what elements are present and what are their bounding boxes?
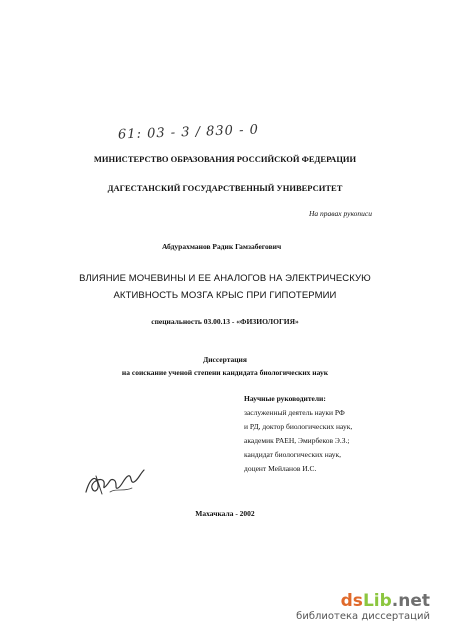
supervisor-line: кандидат биологических наук, — [244, 450, 341, 459]
university-heading: ДАГЕСТАНСКИЙ ГОСУДАРСТВЕННЫЙ УНИВЕРСИТЕТ — [107, 183, 343, 193]
supervisor-line: академик РАЕН, Эмирбеков Э.З.; — [244, 436, 350, 445]
dissertation-label: Диссертация — [203, 355, 247, 364]
ministry-heading: МИНИСТЕРСТВО ОБРАЗОВАНИЯ РОССИЙСКОЙ ФЕДЕРАЦИИ — [93, 154, 357, 164]
supervisor-line: доцент Мейланов И.С. — [244, 464, 317, 473]
rights-note: На правах рукописи — [309, 209, 372, 218]
supervisors-block — [244, 392, 352, 476]
author-name: Абдурахманов Радик Гамзабегович — [162, 242, 282, 251]
dslib-subtitle: библиотека диссертаций — [296, 611, 430, 622]
dissertation-title-line-2: АКТИВНОСТЬ МОЗГА КРЫС ПРИ ГИПОТЕРМИИ — [113, 290, 337, 301]
handwritten-archive-code: 61: 03 - 3 / 830 - 0 — [117, 122, 260, 143]
supervisor-line: заслуженный деятель науки РФ — [244, 408, 345, 417]
speciality: специальность 03.00.13 - «ФИЗИОЛОГИЯ» — [151, 317, 299, 326]
dissertation-title-line-1: ВЛИЯНИЕ МОЧЕВИНЫ И ЕЕ АНАЛОГОВ НА ЭЛЕКТРИЧЕСКУЮ — [79, 273, 371, 284]
degree-line: на соискание ученой степени кандидата биологических наук — [121, 368, 329, 377]
logo-net: .net — [391, 591, 430, 611]
supervisors-heading: Научные руководители: — [244, 394, 326, 403]
supervisor-line: и РД, доктор биологических наук, — [244, 422, 353, 431]
city-year: Махачкала - 2002 — [195, 509, 255, 518]
logo-lib: Lib — [362, 591, 392, 611]
handwritten-signature — [80, 466, 150, 500]
dslib-logo[interactable] — [341, 591, 430, 611]
logo-ds: ds — [340, 591, 363, 611]
